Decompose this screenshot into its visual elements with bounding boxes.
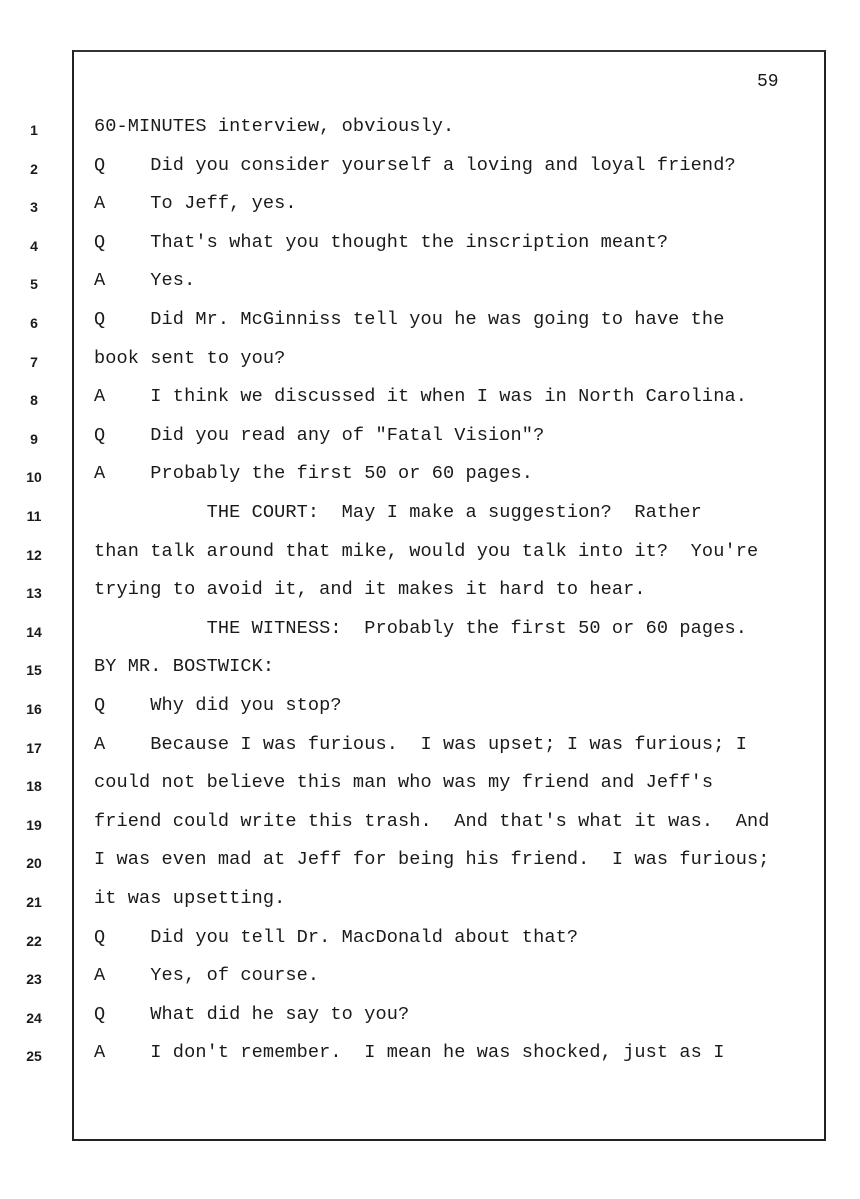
- transcript-line: [0, 618, 860, 648]
- line-number: 18: [26, 778, 42, 795]
- line-number: 15: [26, 662, 42, 679]
- line-text: A Probably the first 50 or 60 pages.: [94, 463, 534, 485]
- transcript-line: [0, 927, 860, 957]
- line-text: Q Did Mr. McGinniss tell you he was going to have the: [94, 309, 725, 330]
- transcript-line: [0, 155, 860, 185]
- transcript-line: [0, 849, 860, 879]
- line-text: A Because I was furious. I was upset; I was furious; I: [94, 733, 747, 755]
- transcript-line: [0, 348, 860, 378]
- line-text: Q Did you read any of "Fatal Vision"?: [94, 424, 545, 446]
- line-number: 7: [30, 353, 38, 370]
- line-text: A Yes, of course.: [94, 965, 320, 987]
- transcript-line: [0, 734, 860, 764]
- line-text: friend could write this trash. And that's what it was. And: [94, 810, 770, 832]
- line-text: THE COURT: May I make a suggestion? Rather: [94, 502, 702, 523]
- line-text: trying to avoid it, and it makes it hard to hear.: [94, 579, 646, 601]
- line-number: 2: [30, 160, 38, 177]
- transcript-line: [0, 541, 860, 571]
- line-text: A I think we discussed it when I was in North Carolina.: [94, 386, 747, 408]
- transcript-line: [0, 116, 860, 146]
- line-number: 11: [26, 508, 42, 524]
- line-number: 4: [30, 237, 38, 254]
- line-number: 24: [26, 1009, 42, 1026]
- transcript-line: [0, 811, 860, 841]
- line-text: A To Jeff, yes.: [94, 193, 297, 215]
- line-number: 17: [26, 739, 42, 756]
- line-number: 10: [26, 469, 42, 486]
- transcript-line: [0, 463, 860, 493]
- line-number: 13: [26, 585, 42, 602]
- line-text: Q Did you tell Dr. MacDonald about that?: [94, 926, 579, 948]
- line-text: 60-MINUTES interview, obviously.: [94, 116, 455, 137]
- transcript-line: [0, 888, 860, 918]
- line-number: 21: [26, 894, 42, 910]
- line-number: 22: [26, 932, 42, 949]
- line-number: 12: [26, 546, 42, 563]
- line-text: it was upsetting.: [94, 888, 286, 909]
- transcript-line: [0, 193, 860, 223]
- transcript-line: [0, 772, 860, 802]
- transcript-line: [0, 502, 860, 532]
- transcript-line: [0, 1004, 860, 1034]
- line-number: 16: [26, 701, 42, 717]
- line-text: book sent to you?: [94, 347, 286, 369]
- line-number: 14: [26, 623, 42, 640]
- line-number: 1: [30, 122, 38, 138]
- line-text: A Yes.: [94, 270, 196, 292]
- transcript-line: [0, 965, 860, 995]
- line-text: Q That's what you thought the inscription meant?: [94, 231, 669, 253]
- line-text: BY MR. BOSTWICK:: [94, 656, 275, 678]
- line-number: 8: [30, 392, 38, 409]
- line-number: 9: [30, 430, 38, 447]
- transcript-line: [0, 425, 860, 455]
- transcript-line: [0, 270, 860, 300]
- transcript-line: [0, 1042, 860, 1072]
- line-number: 3: [30, 199, 38, 216]
- line-text: A I don't remember. I mean he was shocked, just as I: [94, 1042, 725, 1064]
- transcript-line: [0, 579, 860, 609]
- line-text: than talk around that mike, would you talk into it? You're: [94, 540, 759, 562]
- line-number: 23: [26, 971, 42, 988]
- line-number: 5: [30, 276, 38, 293]
- line-text: THE WITNESS: Probably the first 50 or 60 pages.: [94, 617, 747, 639]
- line-text: Q Why did you stop?: [94, 695, 342, 716]
- line-number: 6: [30, 315, 38, 331]
- transcript-line: [0, 656, 860, 686]
- line-text: I was even mad at Jeff for being his friend. I was furious;: [94, 849, 770, 871]
- line-number: 19: [26, 816, 42, 833]
- page-number: 59: [757, 72, 779, 92]
- line-number: 25: [26, 1048, 42, 1065]
- line-number: 20: [26, 855, 42, 872]
- transcript-line: [0, 309, 860, 339]
- transcript-line: [0, 695, 860, 725]
- line-text: could not believe this man who was my friend and Jeff's: [94, 772, 714, 794]
- line-text: Q What did he say to you?: [94, 1003, 410, 1025]
- transcript-line: [0, 386, 860, 416]
- line-text: Q Did you consider yourself a loving and loyal friend?: [94, 154, 736, 176]
- transcript-line: [0, 232, 860, 262]
